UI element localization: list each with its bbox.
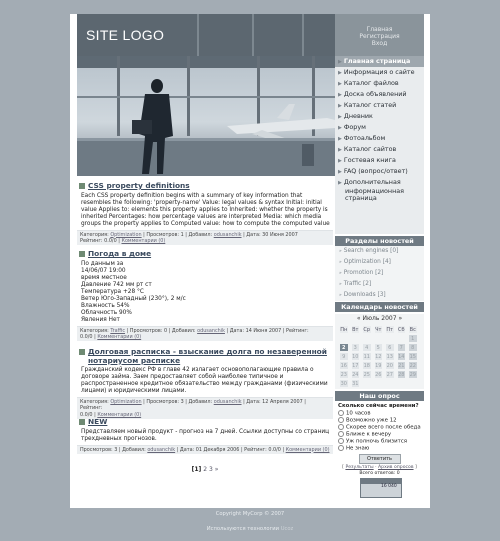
- poll-option-label: Уж полночь близится: [346, 438, 408, 445]
- radio-icon[interactable]: [338, 431, 344, 437]
- calendar-day[interactable]: 26: [375, 372, 382, 378]
- calendar-empty-cell: [362, 334, 372, 343]
- section-label: Downloads [3]: [343, 292, 386, 298]
- calendar-day[interactable]: 23: [340, 372, 347, 378]
- post-title: CSS property definitions: [88, 181, 190, 190]
- radio-icon[interactable]: [338, 445, 344, 451]
- post-meta: Категория: Optimization | Просмотров: 1 | Добавил: odusanchik | Дата: 30 Июня 2007 Рейтинг: 0.0/0 | Комментарии (0): [77, 230, 333, 246]
- section-label: Optimization [4]: [343, 259, 391, 265]
- calendar-day[interactable]: 18: [363, 363, 370, 369]
- meta-label: Просмотров:: [129, 327, 163, 334]
- meta-label: Категория:: [80, 327, 109, 334]
- calendar-empty-cell: [339, 334, 349, 343]
- meta-label: Дата:: [229, 327, 245, 334]
- menu-item-files[interactable]: [335, 78, 424, 89]
- menu-item-board[interactable]: [335, 89, 424, 100]
- calendar-day[interactable]: 30: [340, 381, 347, 387]
- menu-item-extra-page[interactable]: [335, 177, 424, 203]
- top-links: [335, 14, 424, 56]
- calendar-day[interactable]: 25: [363, 372, 370, 378]
- meta-label: Категория:: [80, 399, 109, 405]
- airport-businessman-image: [77, 56, 335, 176]
- meta-label: Рейтинг:: [80, 405, 103, 412]
- post-title-link[interactable]: [77, 348, 333, 365]
- window-frame: [302, 14, 304, 56]
- bullet-icon: »: [339, 293, 342, 298]
- category-link[interactable]: Traffic: [110, 327, 126, 334]
- calendar-day[interactable]: 14: [398, 354, 405, 360]
- views-count: 3: [114, 446, 118, 453]
- poll-option-label: 10 часов: [346, 410, 371, 417]
- meta-label: Просмотров:: [146, 399, 180, 405]
- calendar-day[interactable]: 9: [339, 352, 349, 361]
- post-body: Each CSS property definition begins with a summary of key information that resembles the following: 'property-name' Value: legal values & syntax Initial: initial value Applies to: elements this property applies to Inherited: whether the property is inherited Percentages: how percentage values are interpreted Media: which media groups the property applies to Computed value: how to compute the computed value: [81, 192, 330, 227]
- calendar-weekday: Чт: [375, 327, 382, 333]
- current-page: 1: [194, 466, 199, 473]
- comments-link[interactable]: Комментарии (0): [97, 333, 142, 340]
- post-date: 01 Декабря 2006: [195, 446, 240, 453]
- post-line: Облачность 90%: [81, 309, 132, 316]
- post-title: Долговая расписка - взыскание долга по незаверенной нотариусом расписке: [88, 347, 327, 365]
- arrow-icon: ▶: [338, 125, 342, 131]
- site-logo[interactable]: SITE LOGO: [86, 27, 165, 43]
- post-line: время местное: [81, 274, 127, 281]
- section-label: Traffic [2]: [343, 281, 372, 287]
- arrow-icon: ▶: [338, 147, 342, 153]
- radio-icon[interactable]: [338, 424, 344, 430]
- views-count: 3: [180, 399, 184, 405]
- arrow-icon: ▶: [338, 114, 342, 120]
- author-link[interactable]: odusanchik: [197, 327, 225, 334]
- poll-archive-link[interactable]: Архив опросов: [378, 465, 414, 470]
- calendar-day[interactable]: 10: [352, 354, 359, 360]
- comments-link[interactable]: Комментарии (0): [121, 237, 166, 244]
- menu-item-home[interactable]: [335, 56, 424, 67]
- meta-label: Рейтинг:: [80, 237, 103, 244]
- news-post: [77, 418, 333, 454]
- post-title-link[interactable]: [77, 250, 333, 259]
- post-line: Давление 742 мм рт ст: [81, 281, 152, 288]
- post-title: NEW: [88, 417, 108, 426]
- calendar-day[interactable]: 19: [375, 363, 382, 369]
- poll-title: Наш опрос: [335, 391, 424, 401]
- author-link[interactable]: odusanchik: [213, 231, 242, 238]
- meta-label: Добавил:: [188, 231, 213, 238]
- calendar-day[interactable]: 21: [398, 363, 405, 369]
- radio-icon[interactable]: [338, 417, 344, 423]
- menu-item-about[interactable]: [335, 67, 424, 78]
- arrow-icon: ▶: [338, 169, 342, 175]
- post-rating: 0.0/0: [80, 411, 93, 418]
- poll-submit-button[interactable]: Ответить: [359, 454, 401, 464]
- section-link[interactable]: [335, 268, 424, 279]
- poll-option[interactable]: [338, 424, 424, 431]
- post-title-link[interactable]: [77, 418, 333, 427]
- calendar-day[interactable]: 16: [340, 363, 347, 369]
- menu-label: FAQ (вопрос/ответ): [343, 167, 408, 175]
- menu-item-sites[interactable]: [335, 144, 424, 155]
- calendar-title: Календарь новостей: [335, 302, 424, 312]
- poll: [335, 401, 424, 476]
- powered-by: [0, 526, 500, 533]
- menu-item-articles[interactable]: [335, 100, 424, 111]
- news-sections-list: [335, 246, 424, 301]
- author-link[interactable]: odusanchik: [147, 446, 176, 453]
- poll-option[interactable]: [338, 410, 424, 417]
- menu-label: Информация о сайте: [343, 68, 415, 76]
- post-title-link[interactable]: [77, 182, 333, 191]
- section-label: Search engines [0]: [343, 248, 399, 254]
- calendar-day[interactable]: 29: [409, 372, 416, 378]
- calendar-empty-cell: [351, 334, 361, 343]
- document-icon: [79, 349, 85, 355]
- page: [70, 14, 430, 508]
- menu-item-faq[interactable]: [335, 166, 424, 177]
- window-frame: [252, 14, 254, 56]
- next-page-link[interactable]: »: [214, 466, 219, 473]
- calendar-day[interactable]: 20: [386, 363, 393, 369]
- category-link[interactable]: Optimization: [110, 399, 142, 405]
- post-body: Гражданский кодекс РФ в главе 42 излагает основополагающие правила о договоре займа. Заем предоставляет собой наиболее типичное и распространенное кредитное обязательство между гражданами (физическими лицами) и юридическими лицами.: [81, 367, 328, 394]
- views-count: 0: [163, 327, 168, 334]
- document-icon: [79, 419, 85, 425]
- arrow-icon: ▶: [338, 180, 342, 186]
- menu-item-blog[interactable]: [335, 111, 424, 122]
- section-link[interactable]: [335, 257, 424, 268]
- register-link[interactable]: Регистрация: [359, 33, 400, 40]
- radio-icon[interactable]: [338, 410, 344, 416]
- arrow-icon: ▶: [338, 59, 342, 65]
- post-line: Влажность 54%: [81, 302, 130, 309]
- powered-label: Используются технологии: [206, 526, 280, 532]
- home-link[interactable]: Главная: [366, 26, 393, 33]
- post-date: 12 Апреля 2007: [262, 399, 303, 405]
- menu-label: Каталог сайтов: [343, 145, 397, 153]
- poll-total: Всего ответов: 0: [359, 471, 400, 476]
- calendar-day[interactable]: 4: [362, 343, 372, 352]
- bullet-icon: »: [339, 282, 342, 287]
- calendar-weekday: Пн: [340, 327, 348, 333]
- footer: [0, 511, 500, 541]
- comments-link[interactable]: Комментарии (0): [97, 411, 142, 418]
- post-line: Явления Нет: [81, 316, 120, 323]
- news-post: [77, 250, 333, 341]
- menu-label: Гостевая книга: [343, 156, 396, 164]
- section-label: Promotion [2]: [343, 270, 384, 276]
- menu-label: Каталог файлов: [343, 79, 399, 87]
- arrow-icon: ▶: [338, 70, 342, 76]
- calendar-day[interactable]: 22: [409, 363, 416, 369]
- menu-label: Каталог статей: [343, 101, 397, 109]
- meta-label: Просмотров:: [80, 446, 113, 453]
- calendar-day[interactable]: 8: [408, 343, 418, 352]
- bullet-icon: »: [339, 249, 342, 254]
- visit-counter[interactable]: [360, 478, 402, 498]
- window-frame: [197, 14, 199, 56]
- document-icon: [79, 251, 85, 257]
- calendar-day[interactable]: 17: [352, 363, 359, 369]
- post-date: 30 Июня 2007: [262, 231, 298, 238]
- header-banner: [77, 14, 335, 56]
- arrow-icon: ▶: [338, 81, 342, 87]
- arrow-icon: ▶: [338, 158, 342, 164]
- meta-label: Категория:: [80, 231, 109, 238]
- calendar-empty-cell: [397, 334, 407, 343]
- calendar-empty-cell: [374, 334, 384, 343]
- main-menu: [335, 56, 424, 234]
- menu-label: Фотоальбом: [343, 134, 386, 142]
- post-rating: 0.0/0: [104, 237, 117, 244]
- section-link[interactable]: [335, 290, 424, 301]
- radio-icon[interactable]: [338, 438, 344, 444]
- calendar-day[interactable]: 1: [408, 334, 418, 343]
- post-line: Температура +28 °С: [81, 288, 144, 295]
- section-link[interactable]: [335, 246, 424, 257]
- bullet-icon: »: [339, 260, 342, 265]
- meta-label: Добавил:: [171, 327, 196, 334]
- post-line: 14/06/07 19:00: [81, 267, 126, 274]
- arrow-icon: ▶: [338, 92, 342, 98]
- counter-value: 16 040: [381, 484, 397, 489]
- post-title: Погода в доме: [88, 249, 152, 258]
- post-body: [77, 259, 333, 326]
- calendar-day[interactable]: 27: [386, 372, 393, 378]
- post-date: 14 Июня 2007: [245, 327, 282, 334]
- meta-label: Рейтинг:: [286, 327, 309, 334]
- poll-links: [ Результаты · Архив опросов ]: [342, 465, 417, 470]
- meta-label: Дата:: [179, 446, 195, 453]
- poll-option-label: Не знаю: [346, 445, 370, 452]
- poll-option-label: Возможно уже 12: [346, 417, 397, 424]
- calendar-day[interactable]: 24: [352, 372, 359, 378]
- meta-label: Дата:: [246, 399, 261, 405]
- calendar-weekday: Сб: [397, 327, 405, 333]
- bullet-icon: »: [339, 271, 342, 276]
- post-meta: Категория: Traffic | Просмотров: 0 | Добавил: odusanchik | Дата: 14 Июня 2007 | Рейтинг: 0.0/0 | Комментарии (0): [77, 326, 333, 342]
- poll-results-link[interactable]: Результаты: [345, 465, 374, 470]
- category-link[interactable]: Optimization: [110, 231, 142, 238]
- calendar-day[interactable]: 3: [351, 343, 361, 352]
- menu-label: Главная страница: [343, 57, 411, 65]
- author-link[interactable]: odusanchik: [213, 399, 242, 405]
- post-meta: Просмотров: 3 | Добавил: odusanchik | Дата: 01 Декабря 2006 | Рейтинг: 0.0/0 | Комментарии (0): [77, 445, 333, 454]
- pagination: [1] 2 3 »: [191, 466, 219, 473]
- calendar-weekday: Вс: [409, 327, 416, 333]
- calendar-day[interactable]: 5: [374, 343, 384, 352]
- views-count: 1: [180, 231, 184, 238]
- calendar-empty-cell: [385, 334, 395, 343]
- document-icon: [79, 183, 85, 189]
- poll-option[interactable]: [338, 445, 424, 452]
- meta-label: Добавил:: [188, 399, 213, 405]
- calendar-day[interactable]: 28: [398, 372, 405, 378]
- menu-label: Дополнительная информационная страница: [343, 178, 405, 202]
- post-rating: 0.0/0: [80, 333, 93, 340]
- login-link[interactable]: Вход: [371, 40, 388, 47]
- news-post: [77, 348, 333, 419]
- meta-label: Дата:: [246, 231, 261, 238]
- poll-option-label: Ближе к вечеру: [346, 431, 392, 438]
- calendar-day[interactable]: 7: [397, 343, 407, 352]
- meta-label: Рейтинг:: [244, 446, 267, 453]
- calendar-day[interactable]: 31: [352, 381, 359, 387]
- post-line: Ветер Юго-Западный (230°), 2 м/с: [81, 295, 186, 302]
- news-sections-title: Разделы новостей: [335, 236, 424, 246]
- meta-label: Просмотров:: [146, 231, 180, 238]
- poll-option-label: Скорее всего после обеда: [346, 424, 421, 431]
- post-rating: 0.0/0: [268, 446, 281, 453]
- calendar-day[interactable]: 2: [339, 343, 349, 352]
- poll-option[interactable]: [338, 438, 424, 445]
- section-link[interactable]: [335, 279, 424, 290]
- comments-link[interactable]: Комментарии (0): [285, 446, 330, 453]
- menu-label: Дневник: [343, 112, 373, 120]
- arrow-icon: ▶: [338, 103, 342, 109]
- poll-option[interactable]: [338, 431, 424, 438]
- post-meta: Категория: Optimization | Просмотров: 3 | Добавил: odusanchik | Дата: 12 Апреля 2007 | Рейтинг: 0.0/0 | Комментарии (0): [77, 397, 333, 419]
- menu-item-forum[interactable]: [335, 122, 424, 133]
- calendar-day[interactable]: 12: [375, 354, 382, 360]
- menu-item-photo[interactable]: [335, 133, 424, 144]
- calendar-weekday: Вт: [352, 327, 359, 333]
- arrow-icon: ▶: [338, 136, 342, 142]
- menu-label: Доска объявлений: [343, 90, 407, 98]
- poll-question: Сколько сейчас времени?: [338, 403, 419, 409]
- page-link[interactable]: 2: [203, 466, 208, 473]
- calendar-day[interactable]: 15: [409, 354, 416, 360]
- calendar-month[interactable]: « Июль 2007 »: [356, 315, 403, 322]
- news-calendar: [335, 314, 424, 389]
- copyright: Copyright MyCorp © 2007: [215, 511, 285, 517]
- calendar-day[interactable]: 13: [386, 354, 393, 360]
- meta-label: Добавил:: [122, 446, 146, 453]
- page-link[interactable]: 3: [208, 466, 213, 473]
- calendar-day[interactable]: 6: [385, 343, 395, 352]
- calendar-day[interactable]: 11: [363, 354, 370, 360]
- post-body: Представляем новый продукт - прогноз на 7 дней. Ссылки доступны со страниц трехдневных прогнозов.: [81, 428, 330, 442]
- calendar-weekday: Пт: [386, 327, 394, 333]
- post-line: По данным за: [81, 260, 124, 267]
- calendar-weekday: Ср: [363, 327, 371, 333]
- menu-item-guestbook[interactable]: [335, 155, 424, 166]
- poll-option[interactable]: [338, 417, 424, 424]
- header-photo: [77, 56, 335, 176]
- ucoz-link[interactable]: Ucoz: [280, 526, 294, 532]
- menu-label: Форум: [343, 123, 366, 131]
- news-post: [77, 182, 333, 245]
